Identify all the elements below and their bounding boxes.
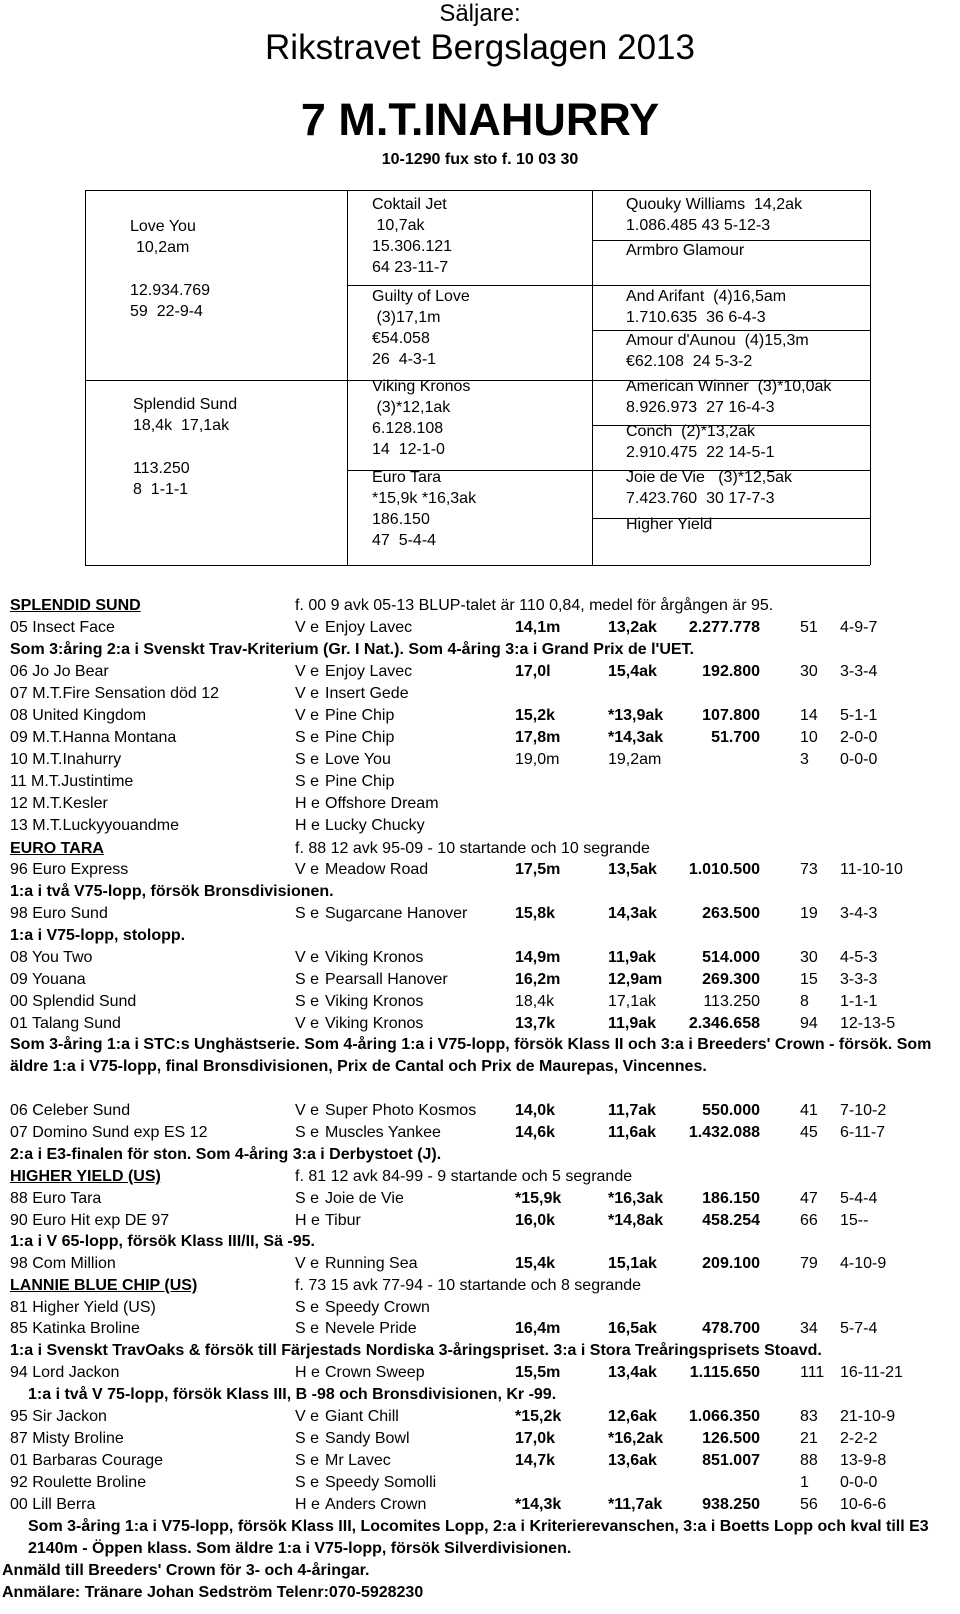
earnings: 1.066.350 <box>688 1408 760 1425</box>
placings: 5-1-1 <box>840 707 878 724</box>
sire-name: Viking Kronos <box>325 949 424 966</box>
best-time: 13,4ak <box>608 1364 657 1381</box>
earnings: 550.000 <box>702 1102 760 1119</box>
horse-name: 01 Talang Sund <box>10 1015 121 1032</box>
offspring-row <box>10 969 950 991</box>
best-time: *16,2ak <box>608 1430 664 1447</box>
sex-label: S e <box>295 1124 320 1141</box>
note: 1:a i V75-lopp, stolopp. <box>10 927 186 944</box>
sire-name: Giant Chill <box>325 1408 399 1425</box>
placings: 6-11-7 <box>840 1124 886 1141</box>
earnings: 192.800 <box>702 663 760 680</box>
earnings: 107.800 <box>702 707 760 724</box>
ped-sire-sire-dam: Armbro Glamour <box>626 242 745 259</box>
sex-label: H e <box>295 795 320 812</box>
offspring-row <box>10 1472 950 1494</box>
earnings: 458.254 <box>702 1212 760 1229</box>
sire-name: Insert Gede <box>325 685 409 702</box>
offspring-row <box>10 991 950 1013</box>
placings: 1-1-1 <box>840 993 878 1010</box>
sire-name: Viking Kronos <box>325 1015 424 1032</box>
starts: 10 <box>800 729 818 746</box>
note: Som 3:åring 2:a i Svenskt Trav-Kriterium (Gr. I Nat.). Som 4-åring 3:a i Grand Prix de l'UET. <box>10 641 694 658</box>
ped-sire-sire-sire: Quouky Williams 14,2ak 1.086.485 43 5-12-3 <box>626 196 803 234</box>
sex-label: H e <box>295 1364 320 1381</box>
horse-name: 98 Com Million <box>10 1255 116 1272</box>
best-time: 16,5ak <box>608 1320 657 1337</box>
sex-label: S e <box>295 1474 320 1491</box>
ped-dam-sire-sire: American Winner (3)*10,0ak 8.926.973 27 16-4-3 <box>626 378 832 416</box>
horse-name: 06 Celeber Sund <box>10 1102 131 1119</box>
best-time: 13,5ak <box>608 861 657 878</box>
best-time: 13,2ak <box>608 619 657 636</box>
sex-label: H e <box>295 1212 320 1229</box>
best-time: 15,4ak <box>608 663 657 680</box>
placings: 21-10-9 <box>840 1408 896 1425</box>
horse-name: 11 M.T.Justintime <box>10 773 134 790</box>
sex-label: S e <box>295 773 320 790</box>
sex-label: H e <box>295 1496 320 1513</box>
section-higher-yield: HIGHER YIELD (US) f. 81 12 avk 84-99 - 9 startande och 5 segrande <box>10 1168 633 1185</box>
sex-label: S e <box>295 993 320 1010</box>
earnings: 2.277.778 <box>688 619 760 636</box>
best-time: 12,9am <box>608 971 663 988</box>
best-time: *14,3ak <box>608 729 664 746</box>
ped-sire-dam-sire: And Arifant (4)16,5am 1.710.635 36 6-4-3 <box>626 288 787 326</box>
placings: 15-- <box>840 1212 869 1229</box>
offspring-row <box>10 1494 950 1516</box>
best-time: *11,7ak <box>608 1496 663 1513</box>
placings: 10-6-6 <box>840 1496 887 1513</box>
earnings: 263.500 <box>702 905 760 922</box>
sex-label: V e <box>295 1255 320 1272</box>
sex-label: S e <box>295 1452 320 1469</box>
offspring-row <box>10 903 950 925</box>
placings: 13-9-8 <box>840 1452 887 1469</box>
best-time: *16,3ak <box>608 1190 664 1207</box>
record-time: 18,4k <box>515 993 555 1010</box>
starts: 3 <box>800 751 809 768</box>
best-time: 11,6ak <box>608 1124 657 1141</box>
sire-name: Speedy Crown <box>325 1299 430 1316</box>
horse-name: 96 Euro Express <box>10 861 129 878</box>
horse-name: 08 United Kingdom <box>10 707 147 724</box>
offspring-row <box>10 617 950 639</box>
horse-name: 00 Splendid Sund <box>10 993 137 1010</box>
sex-label: S e <box>295 971 320 988</box>
horse-name: 05 Insect Face <box>10 619 115 636</box>
earnings: 113.250 <box>703 993 760 1010</box>
sex-label: S e <box>295 1190 320 1207</box>
record-time: 14,6k <box>515 1124 556 1141</box>
placings: 0-0-0 <box>840 1474 878 1491</box>
placings: 3-4-3 <box>840 905 878 922</box>
starts: 79 <box>800 1255 818 1272</box>
note: 2:a i E3-finalen för ston. Som 4-åring 3:a i Derbystoet (J). <box>10 1146 442 1163</box>
starts: 15 <box>800 971 818 988</box>
section-splendid-sund: SPLENDID SUND f. 00 9 avk 05-13 BLUP-talet är 110 0,84, medel för årgången är 95. <box>10 597 774 614</box>
sex-label: V e <box>295 861 320 878</box>
sire-name: Meadow Road <box>325 861 429 878</box>
horse-name: 87 Misty Broline <box>10 1430 124 1447</box>
sire-name: Speedy Somolli <box>325 1474 437 1491</box>
offspring-row <box>10 1210 950 1232</box>
starts: 51 <box>800 619 818 636</box>
horse-name: 85 Katinka Broline <box>10 1320 140 1337</box>
record-time: 19,0m <box>515 751 560 768</box>
record-time: 13,7k <box>515 1015 556 1032</box>
earnings: 478.700 <box>702 1320 760 1337</box>
earnings: 269.300 <box>702 971 760 988</box>
horse-info: 10-1290 fux sto f. 10 03 30 <box>381 151 579 168</box>
earnings: 851.007 <box>702 1452 760 1469</box>
best-time: 11,9ak <box>608 949 657 966</box>
placings: 0-0-0 <box>840 751 878 768</box>
offspring-row <box>10 815 950 837</box>
sire-name: Joie de Vie <box>325 1190 404 1207</box>
sex-label: V e <box>295 1102 320 1119</box>
horse-name: 12 M.T.Kesler <box>10 795 108 812</box>
placings: 16-11-21 <box>840 1364 903 1381</box>
starts: 1 <box>800 1474 809 1491</box>
horse-name: 07 M.T.Fire Sensation död 12 <box>10 685 220 702</box>
record-time: 15,5m <box>515 1364 561 1381</box>
earnings: 938.250 <box>702 1496 760 1513</box>
placings: 3-3-3 <box>840 971 878 988</box>
event-title: Rikstravet Bergslagen 2013 <box>265 28 695 67</box>
sire-name: Pine Chip <box>325 773 395 790</box>
record-time: 16,0k <box>515 1212 556 1229</box>
record-time: 17,0k <box>515 1430 556 1447</box>
placings: 4-5-3 <box>840 949 878 966</box>
sex-label: S e <box>295 1430 320 1447</box>
best-time: 12,6ak <box>608 1408 657 1425</box>
ped-sire-dam-dam: Amour d'Aunou (4)15,3m €62.108 24 5-3-2 <box>626 332 809 370</box>
sire-name: Crown Sweep <box>325 1364 425 1381</box>
sire-name: Offshore Dream <box>325 795 439 812</box>
sire-name: Lucky Chucky <box>325 817 425 834</box>
ped-sire: Love You 10,2am 12.934.769 59 22-9-4 <box>130 218 211 320</box>
sex-label: S e <box>295 751 320 768</box>
note: 1:a i två V75-lopp, försök Bronsdivisionen. <box>10 883 334 900</box>
record-time: 16,2m <box>515 971 561 988</box>
placings: 7-10-2 <box>840 1102 887 1119</box>
starts: 19 <box>800 905 818 922</box>
sire-name: Pearsall Hanover <box>325 971 448 988</box>
starts: 45 <box>800 1124 818 1141</box>
record-time: 14,1m <box>515 619 561 636</box>
sire-name: Enjoy Lavec <box>325 663 413 680</box>
starts: 83 <box>800 1408 818 1425</box>
starts: 21 <box>800 1430 818 1447</box>
ped-dam-dam-dam: Higher Yield <box>626 516 713 533</box>
offspring-row <box>10 1253 950 1275</box>
best-time: 13,6ak <box>608 1452 657 1469</box>
starts: 56 <box>800 1496 818 1513</box>
horse-name: 92 Roulette Broline <box>10 1474 147 1491</box>
starts: 111 <box>800 1364 825 1381</box>
sire-name: Love You <box>325 751 391 768</box>
best-time: 14,3ak <box>608 905 657 922</box>
record-time: 17,5m <box>515 861 561 878</box>
sex-label: V e <box>295 685 320 702</box>
offspring-row <box>10 683 950 705</box>
sex-label: S e <box>295 1320 320 1337</box>
note: Som 3-åring 1:a i V75-lopp, försök Klass III, Locomites Lopp, 2:a i Kriterierevanschen, 3:a i Boetts Lopp och kval till E3 2140m - Öppen klass. Som äldre 1:a i V75-lopp, försök Silverdivisionen. <box>28 1518 929 1557</box>
footer-registration: Anmäld till Breeders' Crown för 3- och 4-åringar. <box>2 1562 370 1579</box>
starts: 66 <box>800 1212 818 1229</box>
starts: 94 <box>800 1015 818 1032</box>
ped-sire-dam: Guilty of Love (3)17,1m €54.058 26 4-3-1 <box>372 288 470 368</box>
horse-name: 81 Higher Yield (US) <box>10 1299 156 1316</box>
earnings: 1.115.650 <box>689 1364 760 1381</box>
best-time: 19,2am <box>608 751 662 768</box>
note: 1:a i två V 75-lopp, försök Klass III, B -98 och Bronsdivisionen, Kr -99. <box>28 1386 557 1403</box>
best-time: *13,9ak <box>608 707 664 724</box>
record-time: 14,7k <box>515 1452 556 1469</box>
sire-name: Tibur <box>325 1212 361 1229</box>
placings: 11-10-10 <box>840 861 903 878</box>
sex-label: V e <box>295 1015 320 1032</box>
offspring-row <box>10 1450 950 1472</box>
best-time: 11,7ak <box>608 1102 657 1119</box>
sire-name: Muscles Yankee <box>325 1124 441 1141</box>
offspring-row <box>10 661 950 683</box>
sex-label: S e <box>295 729 320 746</box>
starts: 88 <box>800 1452 818 1469</box>
starts: 47 <box>800 1190 818 1207</box>
sire-name: Sugarcane Hanover <box>325 905 468 922</box>
horse-name: 08 You Two <box>10 949 93 966</box>
sire-name: Enjoy Lavec <box>325 619 413 636</box>
record-time: *14,3k <box>515 1496 562 1513</box>
earnings: 2.346.658 <box>688 1015 760 1032</box>
offspring-row <box>10 771 950 793</box>
note: 1:a i V 65-lopp, försök Klass III/II, Sä -95. <box>10 1233 315 1250</box>
placings: 5-4-4 <box>840 1190 878 1207</box>
horse-name: 07 Domino Sund exp ES 12 <box>10 1124 208 1141</box>
sex-label: V e <box>295 663 320 680</box>
offspring-row <box>10 1428 950 1450</box>
sire-name: Nevele Pride <box>325 1320 417 1337</box>
section-lannie-blue-chip: LANNIE BLUE CHIP (US) f. 73 15 avk 77-94 - 10 startande och 8 segrande <box>10 1277 642 1294</box>
record-time: 16,4m <box>515 1320 561 1337</box>
offspring-row <box>10 1100 950 1122</box>
offspring-row <box>10 749 950 771</box>
note: 1:a i Svenskt TravOaks & försök till Färjestads Nordiska 3-åringspriset. 3:a i Stora Treåringsprisets Stoavd. <box>10 1342 822 1359</box>
sex-label: H e <box>295 817 320 834</box>
seller-label: Säljare: <box>439 0 521 27</box>
placings: 3-3-4 <box>840 663 878 680</box>
earnings: 209.100 <box>702 1255 760 1272</box>
offspring-row <box>10 1297 950 1319</box>
footer-seller: Anmälare: Tränare Johan Sedström Telenr:070-5928230 <box>2 1584 424 1601</box>
sire-name: Running Sea <box>325 1255 418 1272</box>
starts: 14 <box>800 707 818 724</box>
horse-name: 10 M.T.Inahurry <box>10 751 122 768</box>
placings: 2-0-0 <box>840 729 878 746</box>
starts: 30 <box>800 949 818 966</box>
earnings: 1.010.500 <box>688 861 760 878</box>
ped-dam-dam-sire: Joie de Vie (3)*12,5ak 7.423.760 30 17-7-3 <box>626 469 793 507</box>
note: Som 3-åring 1:a i STC:s Unghästserie. Som 4-åring 1:a i V75-lopp, försök Klass II och 3:a i Breeders' Crown - försök. Som äldre 1:a i V75-lopp, final Bronsdivisionen, Prix de Cantal och Prix de Maurepas, Vincennes. <box>10 1036 932 1075</box>
best-time: 11,9ak <box>608 1015 657 1032</box>
starts: 8 <box>800 993 809 1010</box>
horse-name: 98 Euro Sund <box>10 905 108 922</box>
sire-name: Sandy Bowl <box>325 1430 410 1447</box>
earnings: 51.700 <box>711 729 760 746</box>
sex-label: V e <box>295 619 320 636</box>
offspring-row <box>10 705 950 727</box>
horse-name: 09 Youana <box>10 971 86 988</box>
horse-name: 94 Lord Jackon <box>10 1364 120 1381</box>
ped-dam-sire: Viking Kronos (3)*12,1ak 6.128.108 14 12-1-0 <box>372 378 471 458</box>
record-time: *15,9k <box>515 1190 562 1207</box>
offspring-row <box>10 1188 950 1210</box>
sire-name: Super Photo Kosmos <box>325 1102 477 1119</box>
offspring-row <box>10 859 950 881</box>
offspring-row <box>10 1013 950 1035</box>
record-time: 14,9m <box>515 949 561 966</box>
horse-name: 06 Jo Jo Bear <box>10 663 109 680</box>
offspring-row <box>10 1406 950 1428</box>
sire-name: Pine Chip <box>325 707 395 724</box>
offspring-row <box>10 947 950 969</box>
offspring-row <box>10 727 950 749</box>
ped-dam-dam: Euro Tara *15,9k *16,3ak 186.150 47 5-4-4 <box>372 469 477 549</box>
sire-name: Mr Lavec <box>325 1452 391 1469</box>
earnings: 186.150 <box>702 1190 760 1207</box>
horse-name: 90 Euro Hit exp DE 97 <box>10 1212 170 1229</box>
horse-name: 95 Sir Jackon <box>10 1408 107 1425</box>
section-euro-tara: EURO TARA f. 88 12 avk 95-09 - 10 startande och 10 segrande <box>10 840 650 857</box>
sire-name: Anders Crown <box>325 1496 427 1513</box>
placings: 4-10-9 <box>840 1255 887 1272</box>
horse-name: 13 M.T.Luckyyouandme <box>10 817 179 834</box>
record-time: *15,2k <box>515 1408 562 1425</box>
best-time: 17,1ak <box>608 993 657 1010</box>
record-time: 14,0k <box>515 1102 556 1119</box>
placings: 12-13-5 <box>840 1015 896 1032</box>
record-time: 17,8m <box>515 729 561 746</box>
offspring-row <box>10 1122 950 1144</box>
horse-name: 00 Lill Berra <box>10 1496 96 1513</box>
earnings: 1.432.088 <box>688 1124 760 1141</box>
horse-name: 09 M.T.Hanna Montana <box>10 729 177 746</box>
offspring-row <box>10 793 950 815</box>
horse-name: 01 Barbaras Courage <box>10 1452 163 1469</box>
sex-label: V e <box>295 707 320 724</box>
placings: 2-2-2 <box>840 1430 878 1447</box>
record-time: 17,0l <box>515 663 551 680</box>
sex-label: V e <box>295 949 320 966</box>
sire-name: Viking Kronos <box>325 993 424 1010</box>
best-time: 15,1ak <box>608 1255 657 1272</box>
starts: 41 <box>800 1102 818 1119</box>
sex-label: S e <box>295 905 320 922</box>
sire-name: Pine Chip <box>325 729 395 746</box>
starts: 73 <box>800 861 818 878</box>
record-time: 15,2k <box>515 707 556 724</box>
starts: 30 <box>800 663 818 680</box>
placings: 4-9-7 <box>840 619 878 636</box>
sex-label: S e <box>295 1299 320 1316</box>
ped-sire-sire: Coktail Jet 10,7ak 15.306.121 64 23-11-7 <box>372 196 453 276</box>
placings: 5-7-4 <box>840 1320 878 1337</box>
horse-name: 88 Euro Tara <box>10 1190 102 1207</box>
ped-dam-sire-dam: Conch (2)*13,2ak 2.910.475 22 14-5-1 <box>626 423 775 461</box>
ped-dam: Splendid Sund 18,4k 17,1ak 113.250 8 1-1-1 <box>133 396 238 498</box>
offspring-row <box>10 1362 950 1384</box>
record-time: 15,8k <box>515 905 556 922</box>
sex-label: V e <box>295 1408 320 1425</box>
horse-title: 7 M.T.INAHURRY <box>300 94 660 145</box>
offspring-row <box>10 1318 950 1340</box>
starts: 34 <box>800 1320 818 1337</box>
earnings: 514.000 <box>702 949 760 966</box>
record-time: 15,4k <box>515 1255 556 1272</box>
best-time: *14,8ak <box>608 1212 664 1229</box>
earnings: 126.500 <box>702 1430 760 1447</box>
